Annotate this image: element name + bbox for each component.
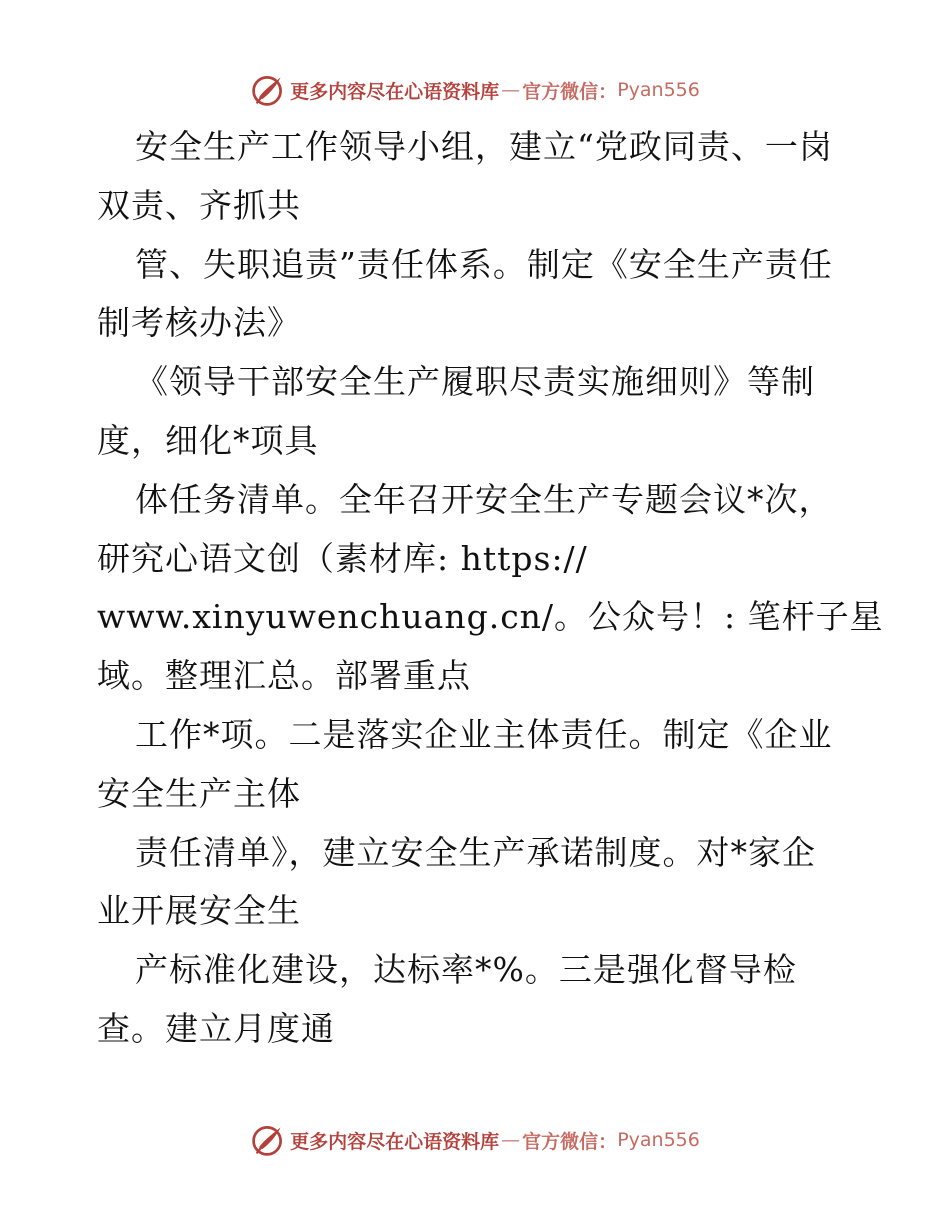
banner-separator: — [501,1129,521,1151]
footer-banner [0,1120,950,1160]
text-line: 制考核办法》 [97,303,301,343]
text-line: 安全生产主体 [97,773,301,813]
text-line: 双责、齐抓共 [97,185,301,225]
wechat-label: 官方微信： [522,1130,618,1153]
banner-separator: — [501,79,521,101]
text-line: 安全生产工作领导小组，建立“党政同责、一岗 [135,127,833,166]
banner-text: 更多内容尽在心语资料库 [290,80,500,103]
text-line: 度，细化*项具 [97,420,319,460]
text-line: 域。整理汇总。部署重点 [97,656,471,696]
text-line: 《领导干部安全生产履职尽责实施细则》等制 [135,362,815,402]
text-line: 工作*项。二是落实企业主体责任。制定《企业 [135,714,833,754]
text-line: 业开展安全生 [97,891,301,931]
text-line: 查。建立月度通 [97,1008,335,1048]
text-line: 研究心语文创（素材库: https:// [97,538,588,578]
wechat-id: Pyan556 [617,1129,700,1151]
wechat-id: Pyan556 [617,79,700,101]
text-line: 体任务清单。全年召开安全生产专题会议*次， [135,479,833,519]
wechat-label: 官方微信： [522,80,618,103]
text-line: 产标准化建设，达标率*%。三是强化督导检 [135,950,797,990]
quill-logo-icon [250,72,286,108]
header-banner [0,70,950,110]
text-line: www.xinyuwenchuang.cn/。公众号！: 笔杆子星 [97,597,884,637]
banner-text: 更多内容尽在心语资料库 [290,1130,500,1153]
text-line: 责任清单》，建立安全生产承诺制度。对*家企 [135,832,816,872]
quill-logo-icon [250,1122,286,1158]
text-line: 管、失职追责”责任体系。制定《安全生产责任 [135,244,833,284]
document-body [97,118,897,1059]
